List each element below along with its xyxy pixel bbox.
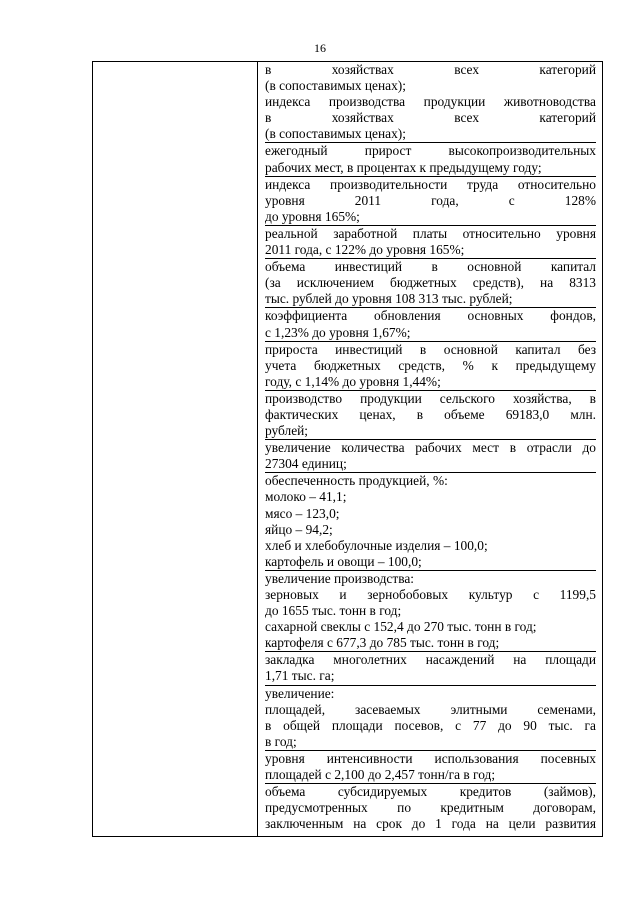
text-line: рублей; [265, 423, 309, 439]
text-line: с 1,23% до уровня 1,67%; [265, 324, 411, 340]
table-left-cell [92, 61, 258, 837]
text-line: площадей с 2,100 до 2,457 тонн/га в год; [265, 767, 496, 783]
text-line: индекса производства продукции животноводства [265, 94, 596, 110]
text-line: заключенным на срок до 1 года на цели развития [265, 816, 596, 832]
text-line: объема субсидируемых кредитов (займов), [265, 784, 596, 800]
indicator-entry [265, 342, 596, 391]
text-line: площадей, засеваемых элитными семенами, [265, 701, 596, 717]
text-line: производство продукции сельского хозяйства, в [265, 390, 596, 406]
text-line: закладка многолетних насаждений на площади [265, 652, 596, 668]
text-line: увеличение производства: [265, 570, 415, 586]
indicator-entry [265, 652, 596, 685]
text-line: фактических ценах, в объеме 69183,0 млн. [265, 406, 596, 422]
indicator-entry [265, 751, 596, 784]
text-line: хлеб и хлебобулочные изделия – 100,0; [265, 537, 488, 553]
text-line: до 1655 тыс. тонн в год; [265, 603, 402, 619]
indicator-entry [265, 391, 596, 440]
text-line: 2011 года, с 122% до уровня 165%; [265, 242, 465, 258]
text-line: предусмотренных по кредитным договорам, [265, 800, 596, 816]
table-right-cell [257, 61, 603, 837]
text-line: молоко – 41,1; [265, 489, 347, 505]
text-line: в год; [265, 733, 297, 749]
indicator-entry [265, 440, 596, 473]
page-number: 16 [314, 41, 326, 55]
indicator-entry [265, 308, 596, 341]
text-line: (в сопоставимых ценах); [265, 126, 406, 142]
text-line: до уровня 165%; [265, 208, 360, 224]
text-line: зерновых и зернобобовых культур с 1199,5 [265, 587, 596, 602]
text-line: (за исключением бюджетных средств), на 8313 [265, 275, 596, 291]
indicator-entry [265, 226, 596, 259]
text-line: яйцо – 94,2; [265, 521, 333, 537]
indicator-entry [265, 177, 596, 226]
text-line: уровня интенсивности использования посевных [265, 750, 596, 766]
indicator-entry [265, 143, 596, 176]
text-line: увеличение: [265, 685, 335, 701]
text-line: (в сопоставимых ценах); [265, 78, 406, 94]
text-line: увеличение количества рабочих мест в отрасли до [265, 440, 596, 456]
text-line: прироста инвестиций в основной капитал без [265, 341, 596, 357]
indicator-entry [265, 686, 596, 751]
text-line: тыс. рублей до уровня 108 313 тыс. рублей; [265, 291, 513, 307]
text-line: картофель и овощи – 100,0; [265, 553, 422, 569]
text-line: объема инвестиций в основной капитал [265, 259, 596, 275]
text-line: обеспеченность продукцией, %: [265, 473, 448, 489]
text-line: в хозяйствах всех категорий [265, 110, 596, 126]
text-line: ежегодный прирост высокопроизводительных [265, 143, 596, 159]
text-line: мясо – 123,0; [265, 505, 340, 521]
text-line: реальной заработной платы относительно уровня [265, 225, 596, 241]
indicator-entry [265, 62, 596, 143]
text-line: в общей площади посевов, с 77 до 90 тыс. га [265, 717, 596, 733]
text-line: году, с 1,14% до уровня 1,44%; [265, 373, 441, 389]
document-table [92, 61, 603, 837]
text-line: сахарной свеклы с 152,4 до 270 тыс. тонн в год; [265, 619, 537, 635]
text-line: коэффициента обновления основных фондов, [265, 308, 596, 324]
indicator-entry [265, 473, 596, 571]
text-line: уровня 2011 года, с 128% [265, 192, 596, 208]
text-line: 1,71 тыс. га; [265, 668, 335, 684]
text-line: рабочих мест, в процентах к предыдущему году; [265, 159, 542, 175]
text-line: в хозяйствах всех категорий [265, 62, 596, 77]
text-line: учета бюджетных средств, % к предыдущему [265, 357, 596, 373]
text-line: индекса производительности труда относительно [265, 176, 596, 192]
indicator-entry [265, 784, 596, 832]
text-line: 27304 единиц; [265, 456, 347, 472]
indicator-entry [265, 571, 596, 652]
text-line: картофеля с 677,3 до 785 тыс. тонн в год; [265, 635, 500, 651]
indicator-entry [265, 259, 596, 308]
